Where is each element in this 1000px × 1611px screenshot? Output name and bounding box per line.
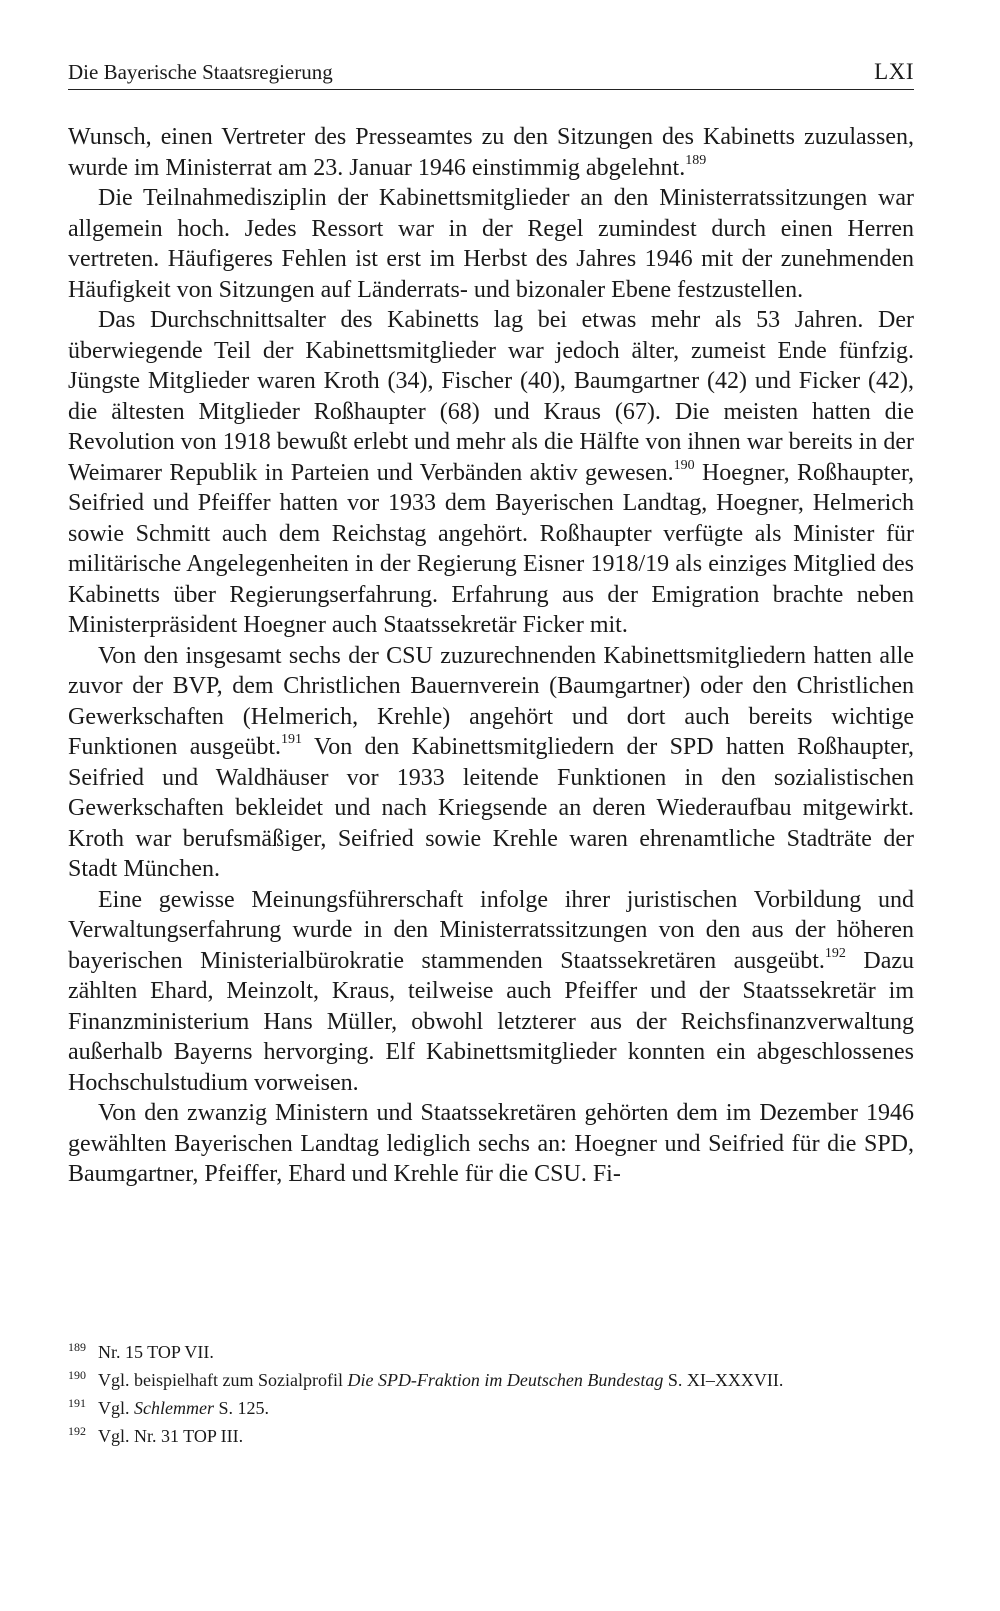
footnote bbox=[68, 1394, 914, 1422]
footnote-number: 192 bbox=[68, 1424, 86, 1438]
footnote-text: Vgl. Nr. 31 TOP III. bbox=[98, 1426, 244, 1446]
paragraph: Von den insgesamt sechs der CSU zuzurechnenden Kabinettsmitgliedern hatten alle zuvor der BVP, dem Christlichen Bauernverein (Baumgartner) oder den Christlichen Gewerkschaften (Helmerich, Krehle) angehört und dort auch bereits wichtige Funktionen ausgeübt.$^{191}$ Von den Kabinettsmitgliedern der SPD hatten Roßhaupter, Seifried und Waldhäuser vor 1933 leitende Funktionen in den sozialistischen Gewerkschaften bekleidet und nach Kriegsende an deren Wiederaufbau mitgewirkt. Kroth war berufsmäßiger, Seifried sowie Krehle waren ehrenamtliche Stadträte der Stadt München. bbox=[68, 642, 914, 882]
paragraph: Das Durchschnittsalter des Kabinetts lag bei etwas mehr als 53 Jahren. Der überwiegende Teil der Kabinettsmitglieder war jedoch älter, zumeist Ende fünfzig. Jüngste Mitglieder waren Kroth (34), Fischer (40), Baumgartner (42) und Ficker (42), die ältesten Mitglieder Roßhaupter (68) und Kraus (67). Die meisten hatten die Revolution von 1918 bewußt erlebt und mehr als die Hälfte von ihnen war bereits in der Weimarer Republik in Parteien und Verbänden aktiv gewesen.$^{190}$ Hoegner, Roßhaupter, Seifried und Pfeiffer hatten vor 1933 dem Bayerischen Landtag, Hoegner, Helmerich sowie Schmitt auch dem Reichstag angehört. Roßhaupter verfügte als Minister für militärische Angelegenheiten in der Regierung Eisner 1918/19 als einziges Mitglied des Kabinetts über Regierungserfahrung. Erfahrung aus der Emigration brachte neben Ministerpräsident Hoegner auch Staatssekretär Ficker mit. bbox=[68, 307, 915, 638]
running-title: Die Bayerische Staatsregierung bbox=[68, 60, 333, 84]
paragraph: Wunsch, einen Vertreter des Presseamtes zu den Sitzungen des Kabinetts zuzulassen, wurde im Ministerrat am 23. Januar 1946 einstimmig abgelehnt.$^{189}$ bbox=[68, 124, 914, 181]
paragraph: Eine gewisse Meinungsführerschaft infolge ihrer juristischen Vorbildung und Verwaltungserfahrung wurde in den Ministerratssitzungen von den aus der höheren bayerischen Ministerialbürokratie stammenden Staatssekretären ausgeübt.$^{192}$ Dazu zählten Ehard, Meinzolt, Kraus, teilweise auch Pfeiffer und der Staatssekretär im Finanzministerium Hans Müller, obwohl letzterer aus der Reichsfinanzverwaltung außerhalb Bayerns hervorging. Elf Kabinettsmitglieder konnten ein abgeschlossenes Hochschulstudium vorweisen. bbox=[68, 886, 914, 1096]
footnote bbox=[68, 1366, 914, 1394]
footnote-ref[interactable]: 190 bbox=[673, 457, 695, 473]
paragraph: Von den zwanzig Ministern und Staatssekretären gehörten dem im Dezember 1946 gewählten Bayerischen Landtag lediglich sechs an: Hoegner und Seifried für die SPD, Baumgartner, Pfeiffer, Ehard und Krehle für die CSU. Fi- bbox=[68, 1100, 914, 1187]
footnote bbox=[68, 1422, 914, 1450]
footnote-text: Vgl. Schlemmer S. 125. bbox=[98, 1398, 269, 1418]
footnote-ref[interactable]: 191 bbox=[281, 732, 303, 747]
footnote-number: 190 bbox=[68, 1368, 86, 1382]
footnote bbox=[68, 1338, 914, 1366]
footnote-citation: Schlemmer bbox=[134, 1398, 214, 1418]
running-header bbox=[68, 58, 914, 90]
footnote-text: Nr. 15 TOP VII. bbox=[98, 1342, 214, 1362]
footnote-text: Vgl. beispielhaft zum Sozialprofil Die SPD-Fraktion im Deutschen Bundestag S. XI–XXXVII. bbox=[98, 1370, 784, 1390]
paragraph: Die Teilnahmedisziplin der Kabinettsmitglieder an den Ministerratssitzungen war allgemein hoch. Jedes Ressort war in der Regel zumindest durch einen Herren vertreten. Häufigeres Fehlen ist erst im Herbst des Jahres 1946 mit der zunehmenden Häufigkeit von Sitzungen auf Länderrats- und bizonaler Ebene festzustellen. bbox=[68, 185, 914, 303]
page-number: LXI bbox=[874, 59, 914, 84]
body-text bbox=[68, 122, 914, 1190]
footnote-citation: Die SPD-Fraktion im Deutschen Bundestag bbox=[347, 1370, 664, 1390]
footnote-number: 191 bbox=[68, 1396, 86, 1410]
document-page bbox=[68, 0, 914, 1611]
footnote-ref[interactable]: 189 bbox=[685, 152, 707, 168]
footnotes bbox=[68, 1338, 914, 1450]
footnote-ref[interactable]: 192 bbox=[824, 945, 846, 961]
footnote-number: 189 bbox=[68, 1340, 86, 1354]
